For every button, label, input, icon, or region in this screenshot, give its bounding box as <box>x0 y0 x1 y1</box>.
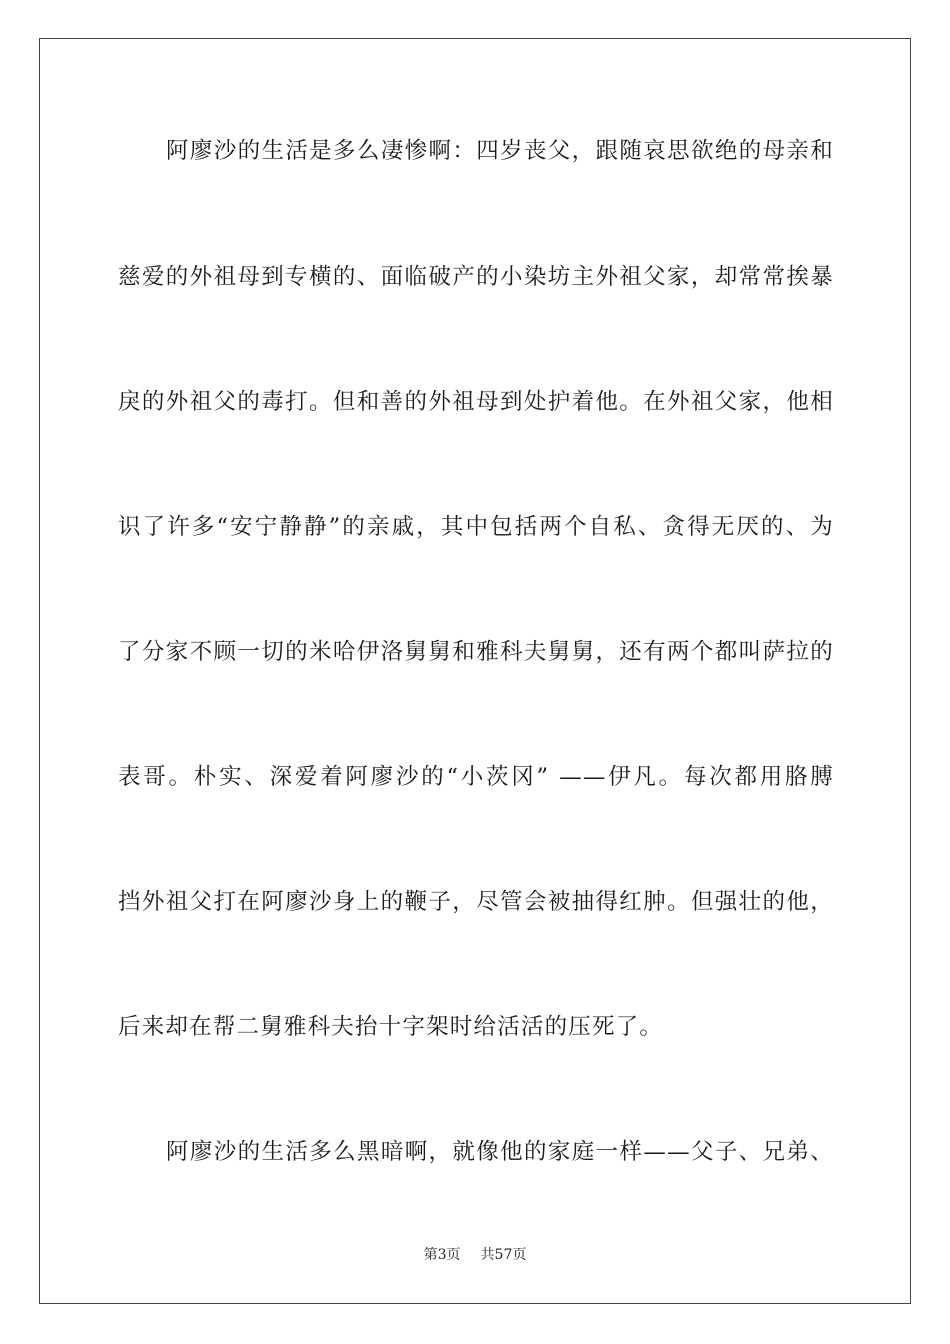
paragraph-1-line-4: 识了许多“安宁静静”的亲戚，其中包括两个自私、贪得无厌的、为 <box>118 514 834 540</box>
page-border <box>39 38 911 1304</box>
paragraph-1-line-5: 了分家不顾一切的米哈伊洛舅舅和雅科夫舅舅，还有两个都叫萨拉的 <box>118 639 834 665</box>
page-footer <box>0 1246 950 1264</box>
paragraph-1-line-1: 阿廖沙的生活是多么凄惨啊：四岁丧父，跟随哀思欲绝的母亲和 <box>166 138 834 164</box>
paragraph-1-line-6: 表哥。朴实、深爱着阿廖沙的“小茨冈” ——伊凡。每次都用胳膊 <box>118 764 834 790</box>
page-number: 第3页 <box>423 1247 461 1263</box>
paragraph-2-line-1: 阿廖沙的生活多么黑暗啊，就像他的家庭一样——父子、兄弟、 <box>166 1139 834 1165</box>
paragraph-1-line-3: 戾的外祖父的毒打。但和善的外祖母到处护着他。在外祖父家，他相 <box>118 389 834 415</box>
paragraph-1-line-8: 后来却在帮二舅雅科夫抬十字架时给活活的压死了。 <box>118 1014 664 1040</box>
paragraph-1-line-7: 挡外祖父打在阿廖沙身上的鞭子，尽管会被抽得红肿。但强壮的他， <box>118 889 834 915</box>
page-total: 共57页 <box>480 1247 527 1263</box>
paragraph-1-line-2: 慈爱的外祖母到专横的、面临破产的小染坊主外祖父家，却常常挨暴 <box>118 264 834 290</box>
